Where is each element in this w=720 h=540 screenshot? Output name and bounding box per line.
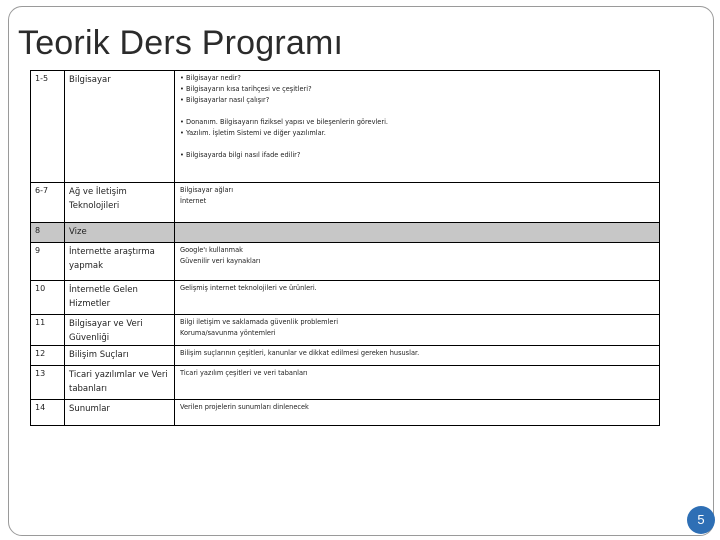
description-line: Google'ı kullanmak [180, 246, 243, 254]
table-row [31, 366, 660, 400]
topic-cell: İnternette araştırma yapmak [65, 243, 175, 281]
week-cell: 1-5 [31, 71, 65, 183]
schedule-table [30, 70, 660, 426]
table-row [31, 71, 660, 183]
description-line: Verilen projelerin sunumları dinlenecek [180, 403, 309, 411]
description-cell [175, 183, 660, 223]
description-cell [175, 71, 660, 183]
description-cell [175, 281, 660, 315]
description-line: • Yazılım. İşletim Sistemi ve diğer yazılımlar. [180, 129, 326, 137]
page-number-badge: 5 [687, 506, 715, 534]
topic-cell: Bilgisayar ve Veri Güvenliği [65, 315, 175, 346]
week-cell: 9 [31, 243, 65, 281]
week-cell: 13 [31, 366, 65, 400]
description-line: • Bilgisayarın kısa tarihçesi ve çeşitleri? [180, 85, 312, 93]
table-row [31, 315, 660, 346]
description-line: İnternet [180, 197, 207, 205]
description-line: • Bilgisayar nedir? [180, 74, 241, 82]
description-line: Güvenilir veri kaynakları [180, 257, 261, 265]
topic-cell: Sunumlar [65, 400, 175, 426]
topic-cell: İnternetle Gelen Hizmetler [65, 281, 175, 315]
description-cell [175, 400, 660, 426]
description-line: • Bilgisayarda bilgi nasıl ifade edilir? [180, 151, 301, 159]
week-cell: 10 [31, 281, 65, 315]
table-row [31, 281, 660, 315]
topic-cell: Ağ ve İletişim Teknolojileri [65, 183, 175, 223]
description-cell [175, 346, 660, 366]
description-cell [175, 243, 660, 281]
description-line: Koruma/savunma yöntemleri [180, 329, 276, 337]
description-spacer [180, 106, 659, 117]
topic-cell: Bilişim Suçları [65, 346, 175, 366]
description-line: • Donanım. Bilgisayarın fiziksel yapısı ve bileşenlerin görevleri. [180, 118, 389, 126]
topic-cell: Bilgisayar [65, 71, 175, 183]
slide-title: Teorik Ders Programı [18, 24, 344, 62]
table-row [31, 183, 660, 223]
description-line: Gelişmiş internet teknolojileri ve ürünleri. [180, 284, 317, 292]
description-cell [175, 223, 660, 243]
description-cell [175, 315, 660, 346]
description-line: Bilgisayar ağları [180, 186, 234, 194]
description-cell [175, 366, 660, 400]
table-row [31, 243, 660, 281]
table-row-exam [31, 223, 660, 243]
description-line: • Bilgisayarlar nasıl çalışır? [180, 96, 270, 104]
description-spacer [180, 139, 659, 150]
table-row [31, 400, 660, 426]
description-line: Bilişim suçlarının çeşitleri, kanunlar ve dikkat edilmesi gereken hususlar. [180, 349, 420, 357]
week-cell: 6-7 [31, 183, 65, 223]
table-row [31, 346, 660, 366]
week-cell: 14 [31, 400, 65, 426]
week-cell: 11 [31, 315, 65, 346]
topic-cell: Vize [65, 223, 175, 243]
description-line: Bilgi iletişim ve saklamada güvenlik problemleri [180, 318, 339, 326]
topic-cell: Ticari yazılımlar ve Veri tabanları [65, 366, 175, 400]
week-cell: 12 [31, 346, 65, 366]
description-line: Ticari yazılım çeşitleri ve veri tabanları [180, 369, 308, 377]
week-cell: 8 [31, 223, 65, 243]
